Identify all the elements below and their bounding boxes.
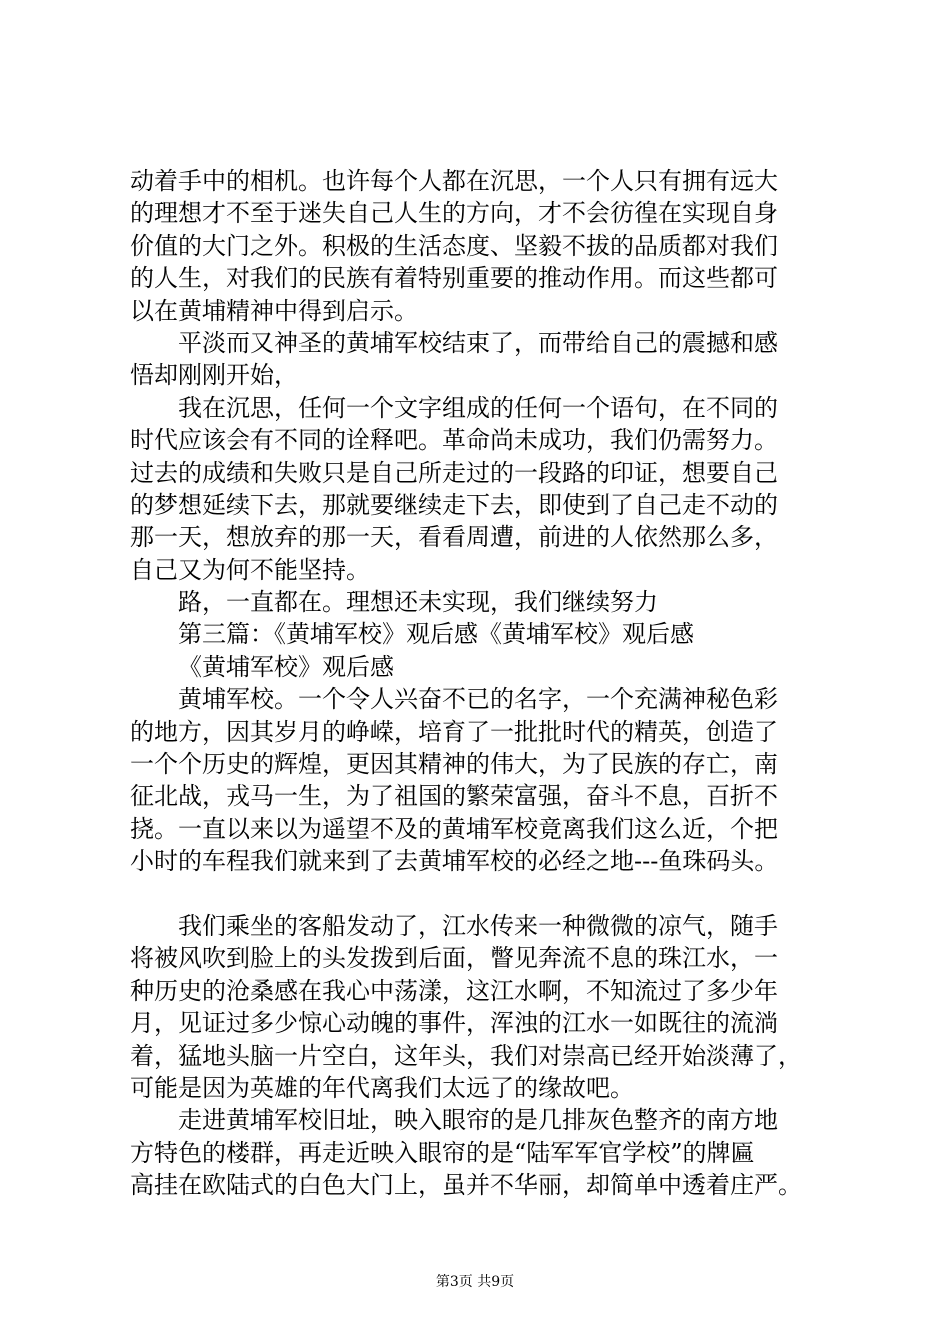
text-line: 悟却刚刚开始，: [130, 361, 298, 390]
text-line: 自己又为何不能坚持。: [130, 555, 370, 584]
text-line: 那一天，想放弃的那一天，看看周遭，前进的人依然那么多，: [130, 523, 778, 552]
text-line: 着，猛地头脑一片空白，这年头，我们对崇高已经开始淡薄了，: [130, 1041, 802, 1070]
text-line: 以在黄埔精神中得到启示。: [130, 296, 418, 325]
blank-line: [130, 878, 840, 910]
text-line: 种历史的沧桑感在我心中荡漾，这江水啊，不知流过了多少年: [130, 976, 778, 1005]
text-line: 价值的大门之外。积极的生活态度、坚毅不拔的品质都对我们: [130, 231, 778, 260]
text-line: 的理想才不至于迷失自己人生的方向，才不会彷徨在实现自身: [130, 199, 778, 228]
text-line: 方特色的楼群，再走近映入眼帘的是“陆军军官学校”的牌匾: [130, 1138, 755, 1167]
paragraph-start-line: 我在沉思，任何一个文字组成的任何一个语句，在不同的: [178, 393, 778, 422]
text-line: 时代应该会有不同的诠释吧。革命尚未成功，我们仍需努力。: [130, 426, 778, 455]
page-number: 第3页 共9页: [435, 1274, 515, 1290]
section-subheading: 《黄埔军校》观后感: [178, 652, 394, 681]
text-line: 动着手中的相机。也许每个人都在沉思，一个人只有拥有远大: [130, 167, 778, 195]
paragraph-start-line: 走进黄埔军校旧址，映入眼帘的是几排灰色整齐的南方地: [178, 1106, 778, 1135]
text-line: 小时的车程我们就来到了去黄埔军校的必经之地---鱼珠码头。: [130, 847, 779, 876]
text-line: 征北战，戎马一生，为了祖国的繁荣富强，奋斗不息，百折不: [130, 782, 778, 811]
text-line: 将被风吹到脸上的头发拨到后面，瞥见奔流不息的珠江水，一: [130, 944, 778, 973]
paragraph-start-line: 黄埔军校。一个令人兴奋不已的名字，一个充满神秘色彩: [178, 685, 778, 714]
text-line: 的梦想延续下去，那就要继续走下去，即使到了自己走不动的: [130, 490, 778, 519]
document-body: [130, 165, 840, 1202]
text-line: 一个个历史的辉煌，更因其精神的伟大，为了民族的存亡，南: [130, 750, 778, 779]
paragraph-start-line: 路，一直都在。理想还未实现，我们继续努力: [178, 588, 658, 617]
text-line: 的地方，因其岁月的峥嵘，培育了一批批时代的精英，创造了: [130, 717, 778, 746]
text-line: 高挂在欧陆式的白色大门上，虽并不华丽，却简单中透着庄严。: [130, 1171, 802, 1200]
text-line: 的人生，对我们的民族有着特别重要的推动作用。而这些都可: [130, 264, 778, 293]
text-line: 可能是因为英雄的年代离我们太远了的缘故吧。: [130, 1073, 634, 1102]
text-line: 月，见证过多少惊心动魄的事件，浑浊的江水一如既往的流淌: [130, 1009, 778, 1038]
text-line: 过去的成绩和失败只是自己所走过的一段路的印证，想要自己: [130, 458, 778, 487]
text-line: 挠。一直以来以为遥望不及的黄埔军校竟离我们这么近，个把: [130, 814, 778, 843]
paragraph-start-line: 我们乘坐的客船发动了，江水传来一种微微的凉气，随手: [178, 911, 778, 940]
paragraph-start-line: 平淡而又神圣的黄埔军校结束了，而带给自己的震撼和感: [178, 328, 778, 357]
section-heading: 第三篇：《黄埔军校》观后感《黄埔军校》观后感: [178, 620, 694, 649]
page-footer: [0, 1272, 950, 1292]
